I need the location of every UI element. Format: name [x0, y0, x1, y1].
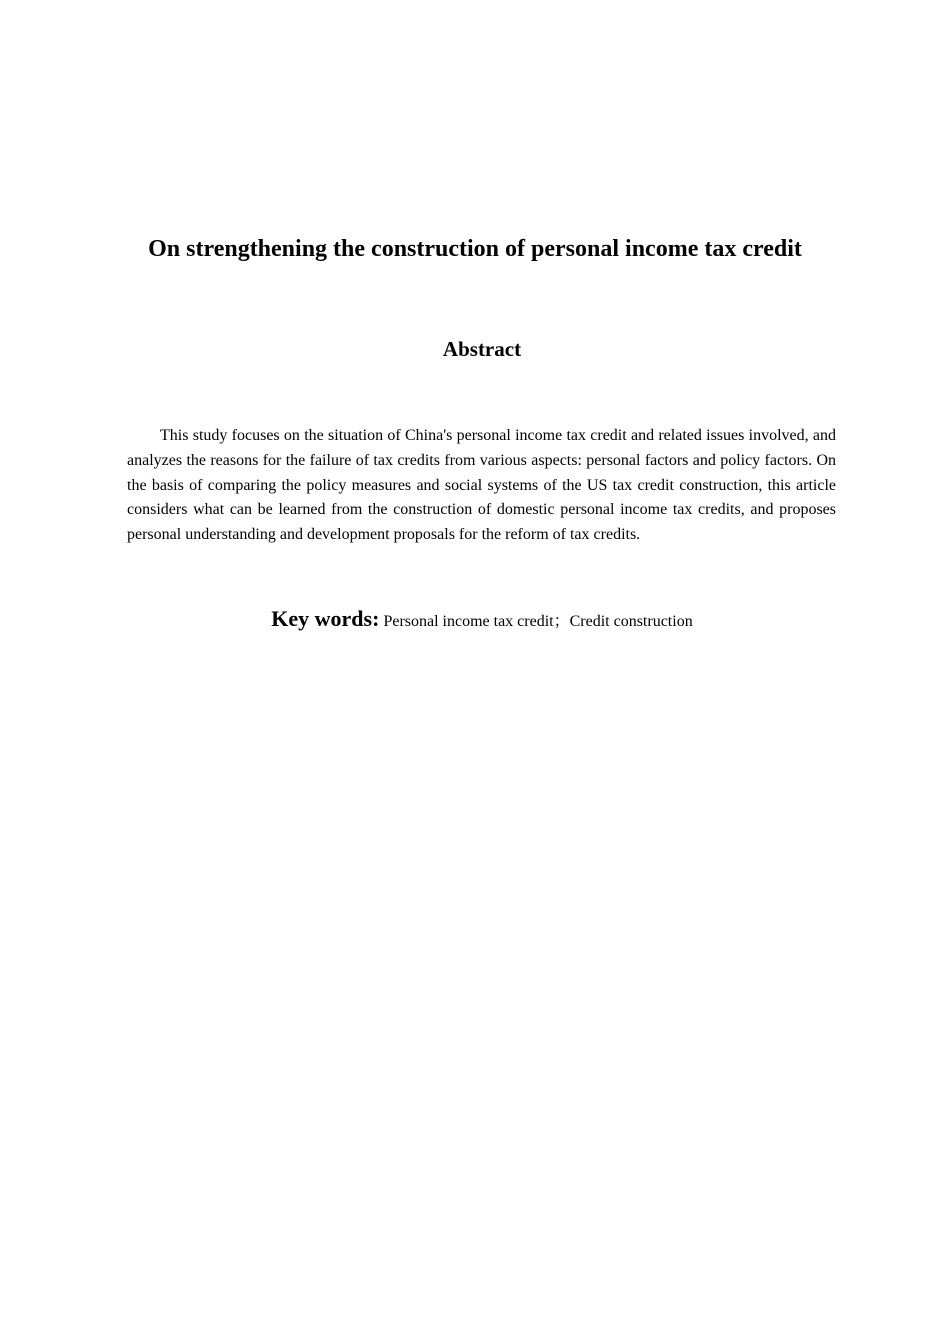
keywords-line — [0, 606, 950, 632]
keywords-value: Personal income tax credit；Credit construction — [383, 613, 693, 630]
abstract-paragraph: This study focuses on the situation of China's personal income tax credit and related issues involved, and analyzes the reasons for the failure of tax credits from various aspects: personal factors and policy factors. On the basis of comparing the policy measures and social systems of the US tax credit construction, this article considers what can be learned from the construction of domestic personal income tax credits, and proposes personal understanding and development proposals for the reform of tax credits. — [127, 427, 836, 544]
abstract-heading: Abstract — [442, 337, 522, 361]
keywords-label: Key words: — [271, 606, 380, 631]
document-title: On strengthening the construction of personal income tax credit — [148, 236, 802, 262]
